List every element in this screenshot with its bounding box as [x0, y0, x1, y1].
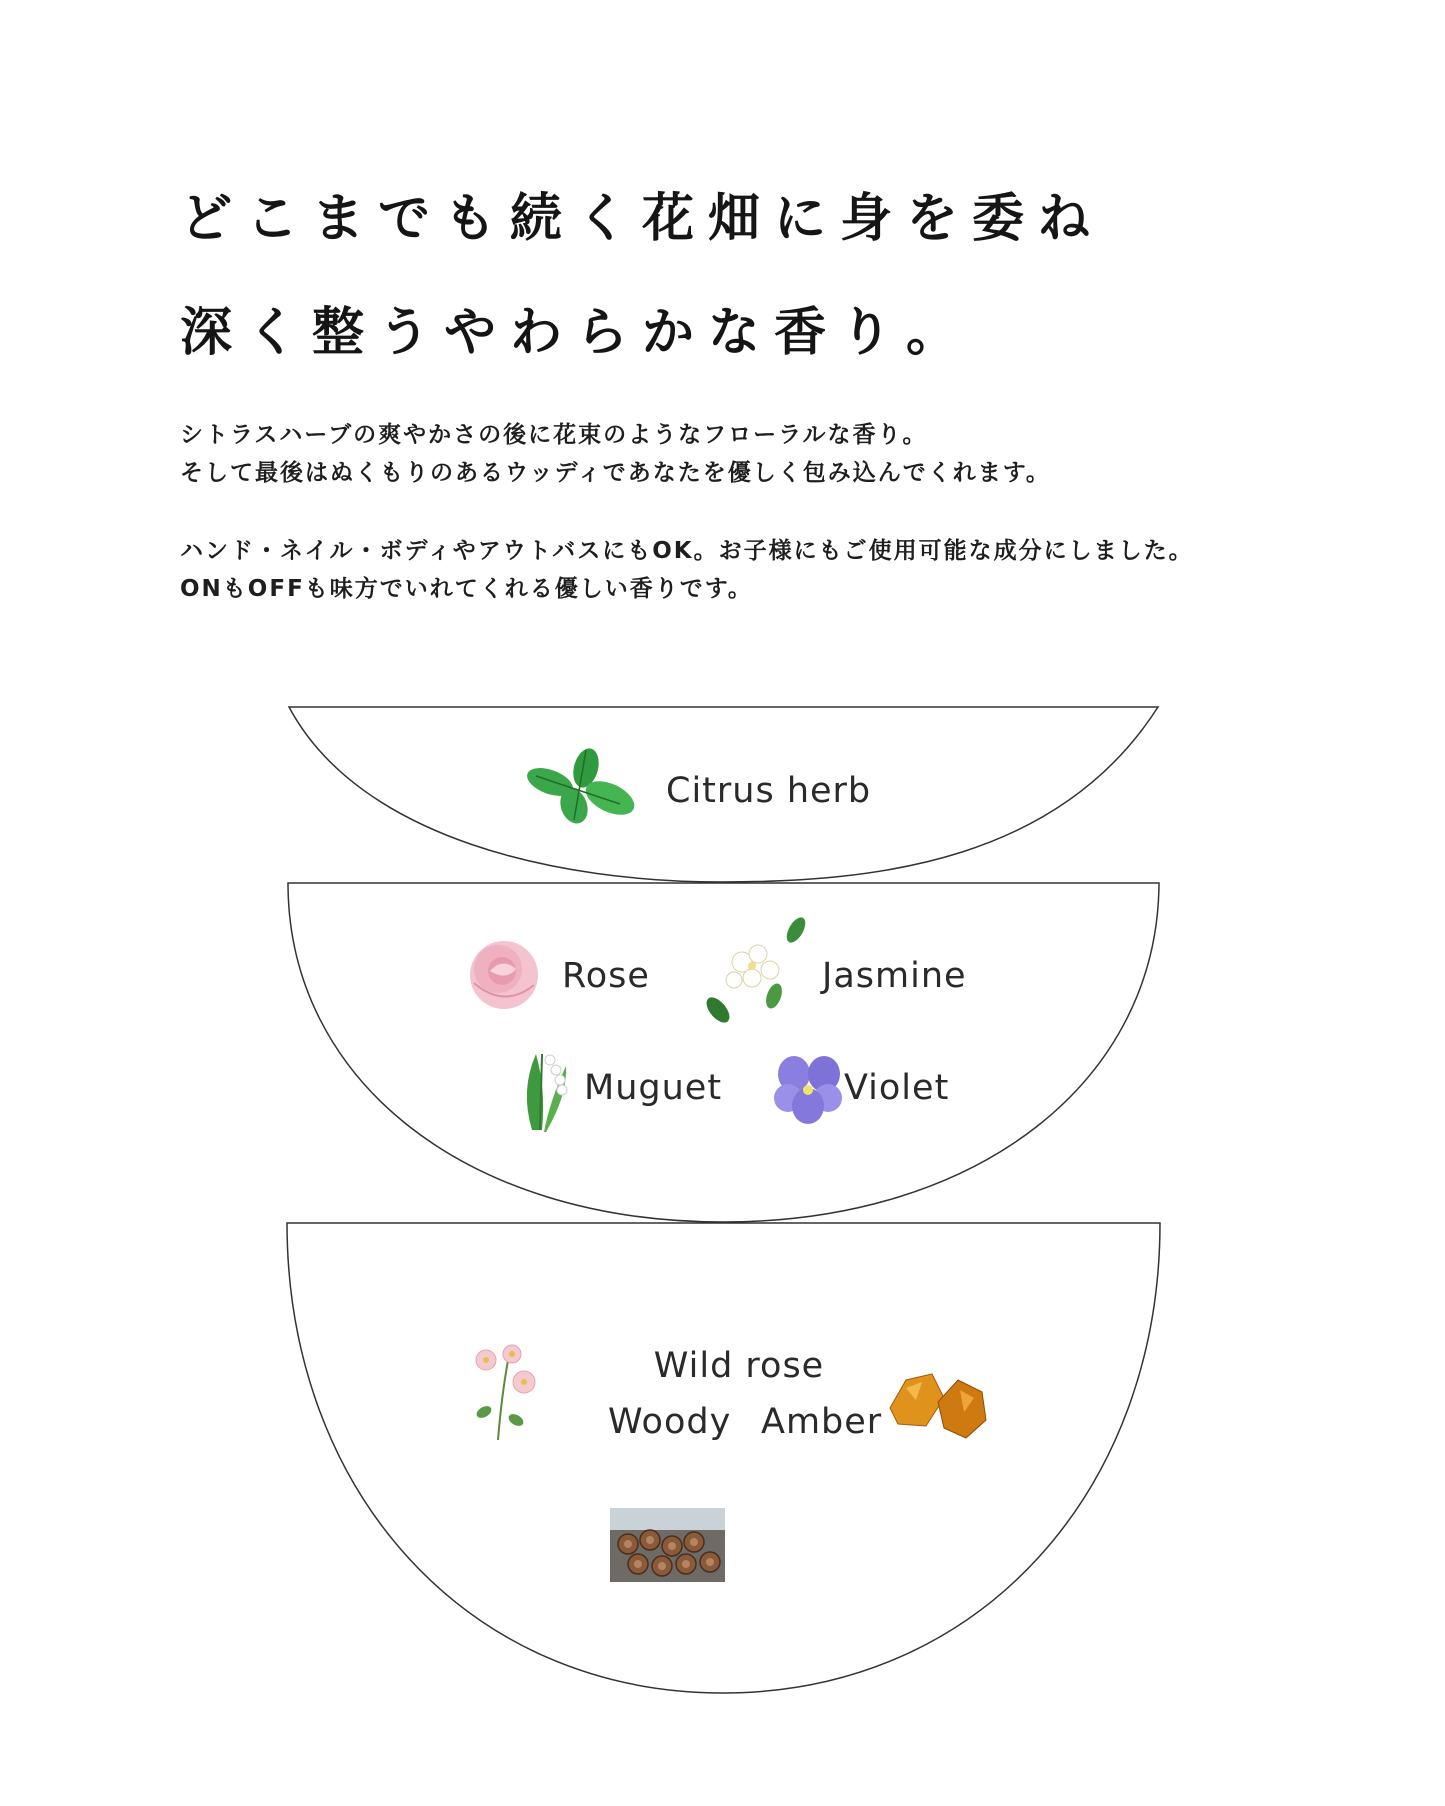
headline-line-1: どこまでも続く花畑に身を委ね [180, 189, 1105, 249]
headline-line-2: 深く整うやわらかな香り。 [180, 303, 973, 363]
top-note-label: Citrus herb [666, 771, 872, 811]
woodpile-photo-icon [610, 1508, 725, 1582]
violet-label: Violet [844, 1068, 950, 1108]
jasmine-label: Jasmine [822, 956, 967, 996]
base-note-bowl [287, 1223, 1160, 1693]
amber-label: Amber [761, 1402, 883, 1442]
wild-rose-label: Wild rose [653, 1346, 825, 1386]
middle-note-bowl [288, 883, 1159, 1222]
description-line: ハンド・ネイル・ボディやアウトバスにもOK。お子様にもご使用可能な成分にしました。 [180, 538, 1194, 564]
description-line: そして最後はぬくもりのあるウッディであなたを優しく包み込んでくれます。 [180, 460, 1051, 486]
description-line: ONもOFFも味方でいれてくれる優しい香りです。 [180, 576, 753, 602]
woody-label: Woody [608, 1402, 732, 1442]
rose-icon [470, 941, 538, 1009]
description-line: シトラスハーブの爽やかさの後に花束のようなフローラルな香り。 [180, 422, 928, 448]
rose-label: Rose [562, 956, 650, 996]
muguet-label: Muguet [584, 1068, 723, 1108]
